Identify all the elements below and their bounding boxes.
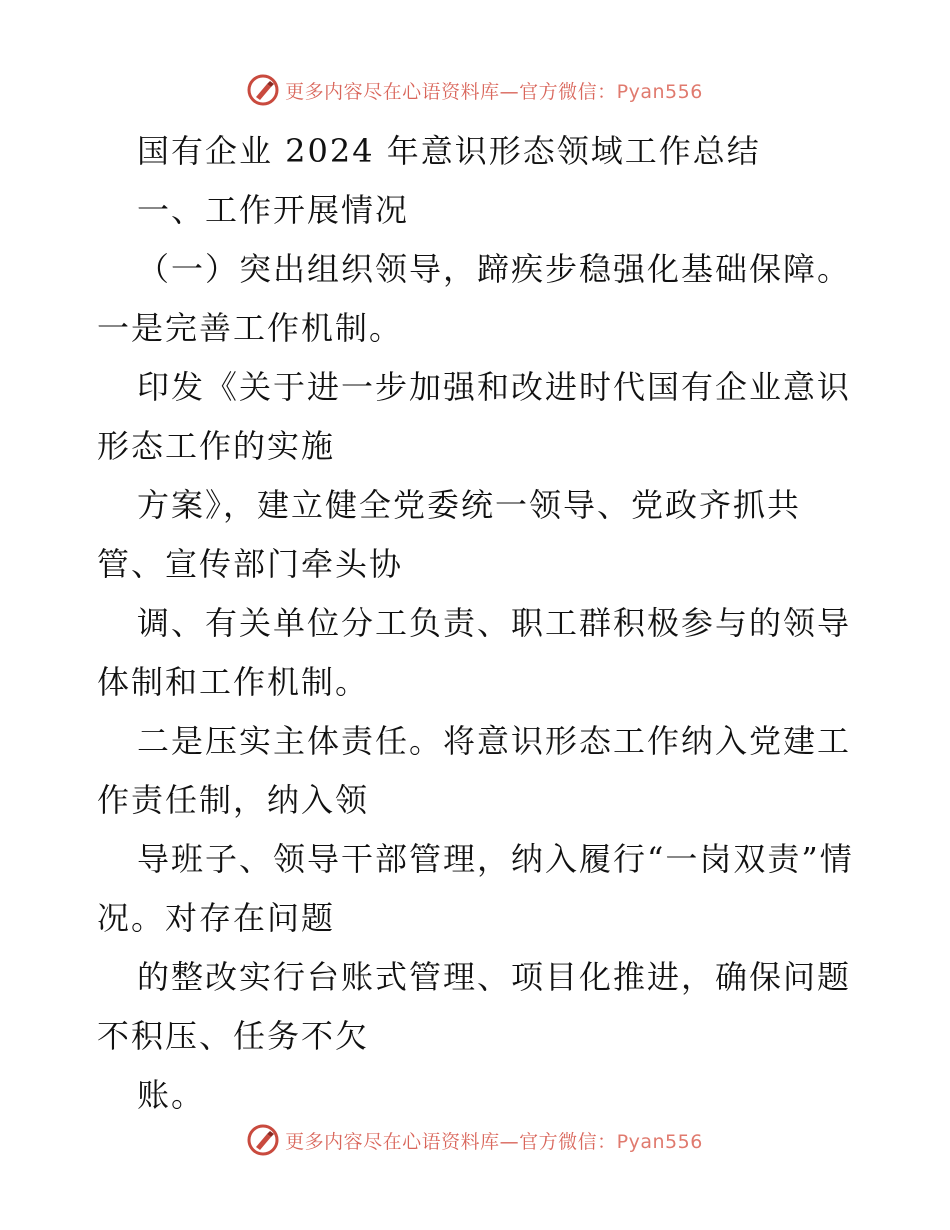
paragraph: 二是压实主体责任。将意识形态工作纳入党建工作责任制，纳入领: [97, 722, 852, 819]
pen-seal-icon: [247, 74, 279, 106]
watermark-text: 更多内容尽在心语资料库—官方微信：Pyan556: [285, 80, 703, 103]
watermark-text: 更多内容尽在心语资料库—官方微信：Pyan556: [285, 1130, 703, 1153]
paragraph: 印发《关于进一步加强和改进时代国有企业意识形态工作的实施: [97, 368, 852, 465]
paragraph: 的整改实行台账式管理、项目化推进，确保问题不积压、任务不欠: [97, 958, 852, 1055]
header-watermark: [0, 70, 950, 110]
paragraph: 方案》，建立健全党委统一领导、党政齐抓共管、宣传部门牵头协: [97, 486, 802, 583]
section-heading: 一、工作开展情况: [137, 191, 410, 229]
pen-seal-icon: [247, 1124, 279, 1156]
paragraph: （一）突出组织领导，蹄疾步稳强化基础保障。一是完善工作机制。: [97, 250, 852, 347]
paragraph: 账。: [137, 1076, 206, 1114]
document-body: [97, 122, 857, 1125]
paragraph: 调、有关单位分工负责、职工群积极参与的领导体制和工作机制。: [97, 604, 852, 701]
footer-watermark: [0, 1120, 950, 1160]
document-title: 国有企业 2024 年意识形态领域工作总结: [137, 132, 761, 170]
paragraph: 导班子、领导干部管理，纳入履行“一岗双责”情况。对存在问题: [97, 840, 854, 937]
